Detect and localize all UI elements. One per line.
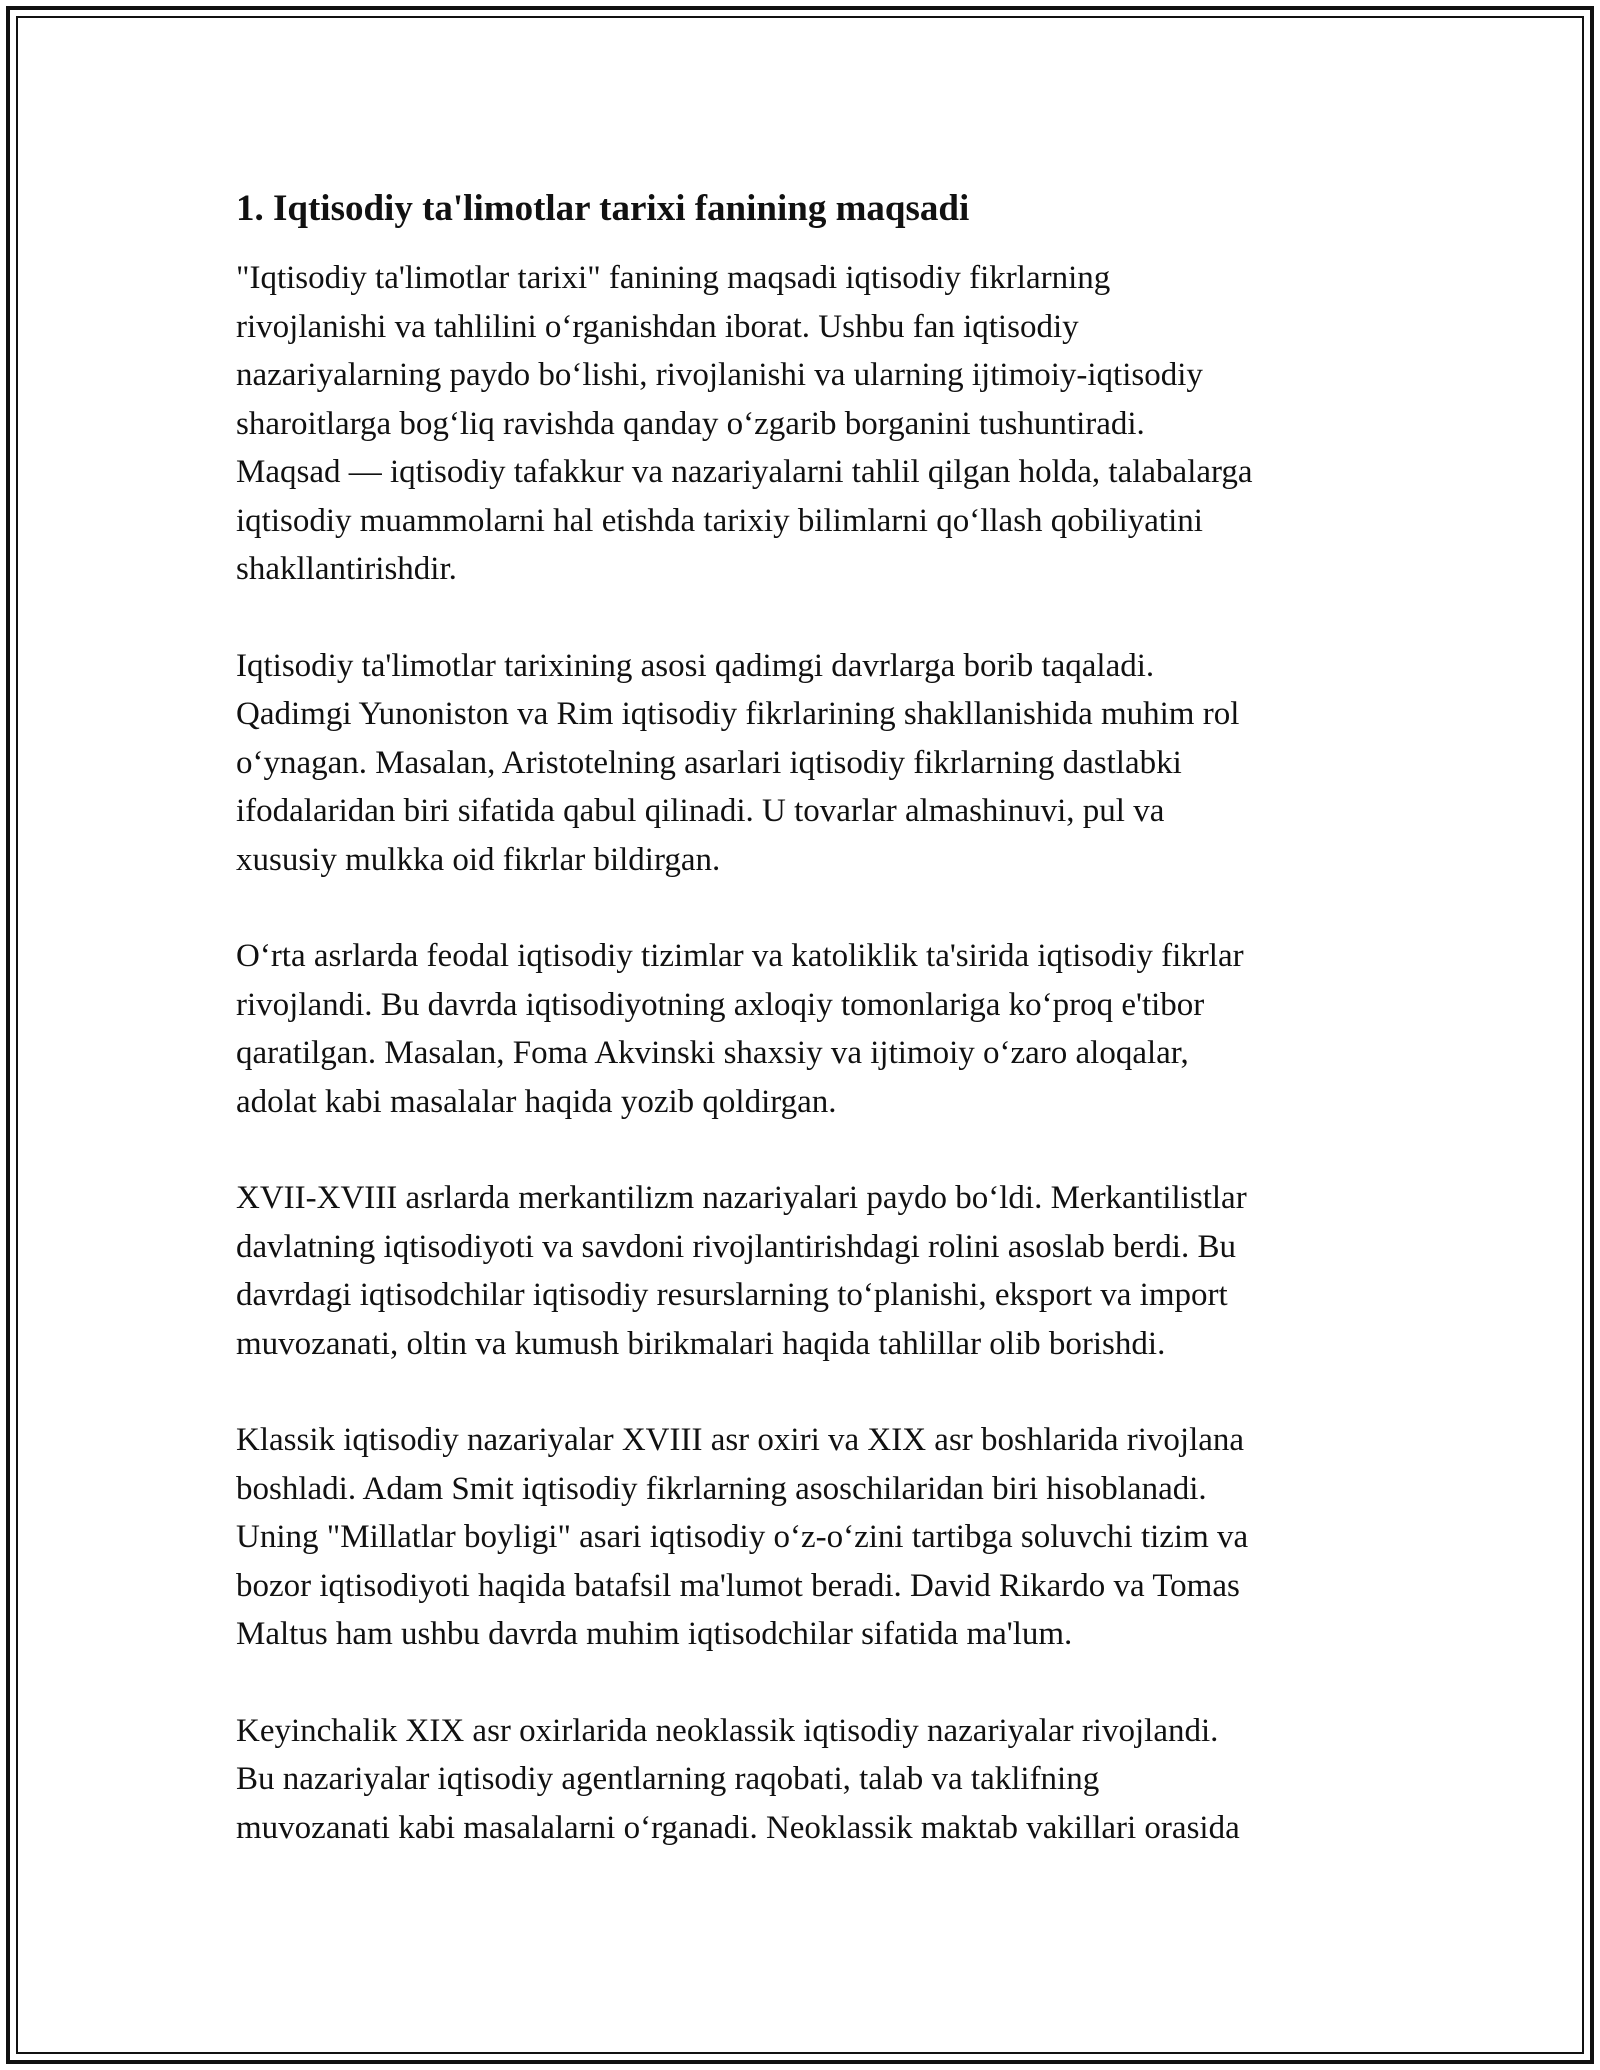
paragraph-neoclassical: Keyinchalik XIX asr oxirlarida neoklassik iqtisodiy nazariyalar rivojlandi. Bu nazariyalar iqtisodiy agentlarning raqobati, talab va taklifning muvozanati kabi masalalarni o‘rganadi. Neoklassik maktab vakillari orasida xyxy=(236,1712,1240,1846)
section-heading: 1. Iqtisodiy ta'limotlar tarixi fanining maqsadi xyxy=(236,188,970,229)
paragraph-purpose: "Iqtisodiy ta'limotlar tarixi" fanining maqsadi iqtisodiy fikrlarning rivojlanishi va tahlilini o‘rganishdan iborat. Ushbu fan iqtisodiy nazariyalarning paydo bo‘lishi, rivojlanishi va ularning ijtimoiy-iqtisodiy sharoitlarga bog‘liq ravishda qanday o‘zgarib borganini tushuntiradi. Maqsad — iqtisodiy tafakkur va nazariyalarni tahlil qilgan holda, talabalarga iqtisodiy muammolarni hal etishda tarixiy bilimlarni qo‘llash qobiliyatini shakllantirishdir. xyxy=(236,260,1253,587)
paragraph-middle-ages: O‘rta asrlarda feodal iqtisodiy tizimlar va katoliklik ta'sirida iqtisodiy fikrlar rivojlandi. Bu davrda iqtisodiyotning axloqiy tomonlariga ko‘proq e'tibor qaratilgan. Masalan, Foma Akvinski shaxsiy va ijtimoiy o‘zaro aloqalar, adolat kabi masalalar haqida yozib qoldirgan. xyxy=(236,938,1244,1120)
paragraph-mercantilism: XVII-XVIII asrlarda merkantilizm nazariyalari paydo bo‘ldi. Merkantilistlar davlatning iqtisodiyoti va savdoni rivojlantirishdagi rolini asoslab berdi. Bu davrdagi iqtisodchilar iqtisodiy resurslarning to‘planishi, eksport va import muvozanati, oltin va kumush birikmalari haqida tahlillar olib borishdi. xyxy=(236,1180,1247,1362)
paragraph-classical: Klassik iqtisodiy nazariyalar XVIII asr oxiri va XIX asr boshlarida rivojlana boshladi. Adam Smit iqtisodiy fikrlarning asoschilaridan biri hisoblanadi. Uning "Millatlar boyligi" asari iqtisodiy o‘z-o‘zini tartibga soluvchi tizim va bozor iqtisodiyoti haqida batafsil ma'lumot beradi. David Rikardo va Tomas Maltus ham ushbu davrda muhim iqtisodchilar sifatida ma'lum. xyxy=(236,1422,1249,1652)
paragraph-ancient: Iqtisodiy ta'limotlar tarixining asosi qadimgi davrlarga borib taqaladi. Qadimgi Yunoniston va Rim iqtisodiy fikrlarining shakllanishida muhim rol o‘ynagan. Masalan, Aristotelning asarlari iqtisodiy fikrlarning dastlabki ifodalaridan biri sifatida qabul qilinadi. U tovarlar almashinuvi, pul va xususiy mulkka oid fikrlar bildirgan. xyxy=(236,647,1240,878)
document-body xyxy=(236,186,1386,1900)
